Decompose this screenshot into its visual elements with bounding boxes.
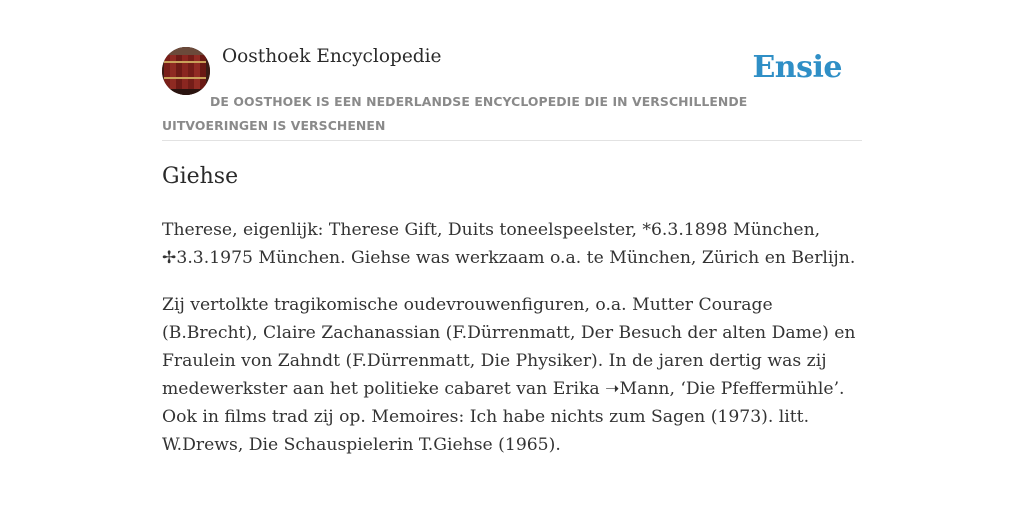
encyclopedia-books-icon[interactable]: [162, 47, 210, 95]
site-tagline: DE OOSTHOEK IS EEN NEDERLANDSE ENCYCLOPEDIE DIE IN VERSCHILLENDE UITVOERINGEN IS VERSCHENEN: [162, 94, 748, 133]
article-paragraph: Zij vertolkte tragikomische oudevrouwenfiguren, o.a. Mutter Courage (B.Brecht), Claire Zachanassian (F.Dürrenmatt, Der Besuch der alten Dame) en Fraulein von Zahndt (F.Dürrenmatt, Die Physiker). In de jaren dertig was zij medewerkster aan het politieke cabaret van Erika ➝Mann, ‘Die Pfeffermühle’. Ook in films trad zij op. Memoires: Ich habe nichts zum Sagen (1973). litt. W.Drews, Die Schauspielerin T.Giehse (1965).: [162, 295, 856, 455]
site-header: [162, 0, 862, 141]
article-paragraph: Therese, eigenlijk: Therese Gift, Duits toneelspeelster, *6.3.1898 München, ✢3.3.1975 München. Giehse was werkzaam o.a. te München, Zürich en Berlijn.: [162, 220, 856, 268]
page-container: [162, 0, 862, 455]
article-title: Giehse: [162, 164, 239, 189]
brand-logo[interactable]: Ensie: [752, 50, 842, 85]
site-title[interactable]: Oosthoek Encyclopedie: [222, 46, 442, 67]
